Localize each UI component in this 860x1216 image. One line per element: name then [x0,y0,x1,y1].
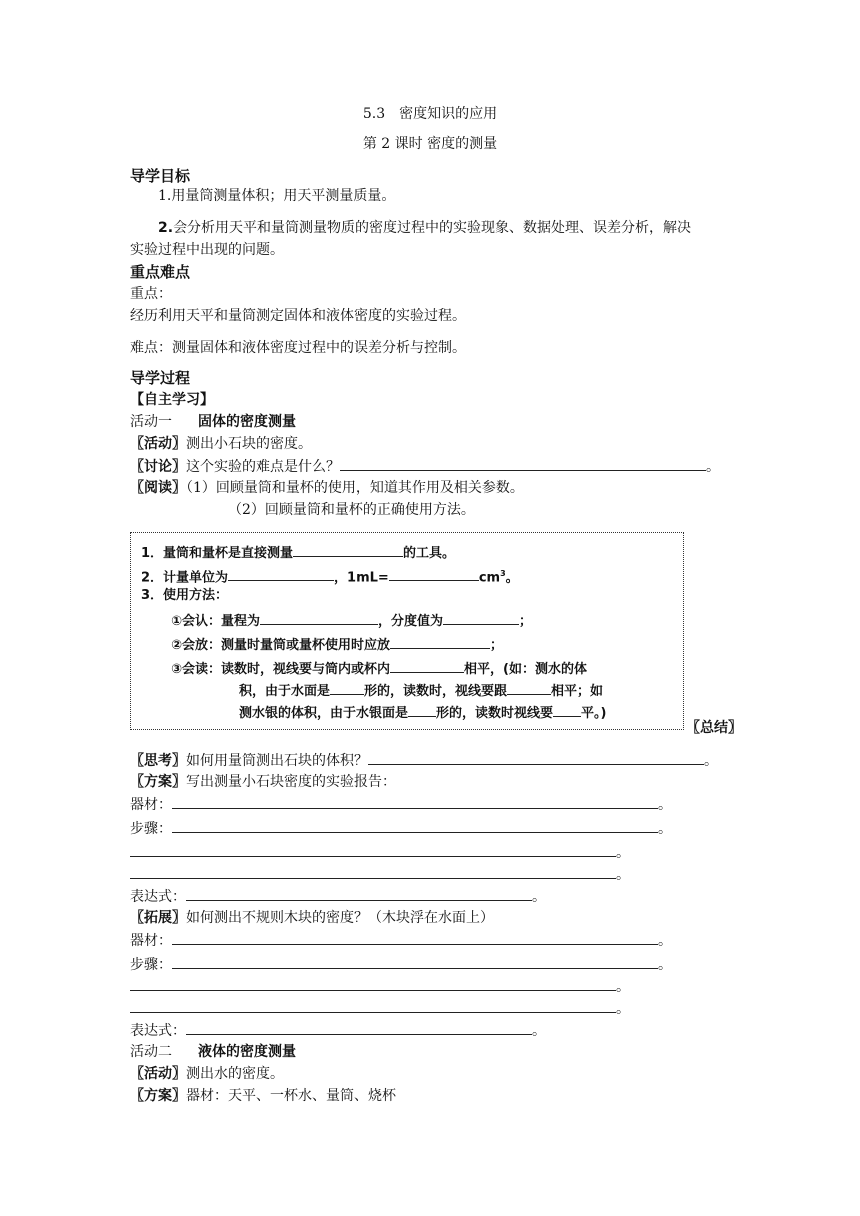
box-blank-7[interactable] [390,659,464,673]
box-line-4-end: ； [519,614,533,629]
materials-period: 。 [658,797,672,813]
activity-2-plan-text: 器材：天平、一杯水、量筒、烧杯 [186,1088,396,1104]
goal-item-2-number: 2. [158,220,174,236]
box-blank-8[interactable] [330,681,364,695]
extension-text: 如何测出不规则木块的密度？（木块浮在水面上） [186,910,494,926]
box-blank-9[interactable] [507,681,551,695]
box-line-8-end: 平。) [581,706,607,721]
box-line-4-text: ①会认：量程为 [171,614,261,629]
box-blank-1[interactable] [293,543,403,557]
ext-expression-blank[interactable] [186,1020,532,1035]
ext-steps-row-3 [130,998,630,1019]
ext-expression-row [130,1020,546,1041]
steps-period: 。 [658,821,672,837]
materials-blank[interactable] [172,794,658,809]
key-label: 重点： [130,286,172,302]
expression-label: 表达式： [130,889,186,905]
goals-heading: 导学目标 [130,167,191,185]
box-line-7-mid: 形的，读数时，视线要跟 [364,684,508,699]
steps-label: 步骤： [130,821,172,837]
box-line-7 [239,681,603,701]
activity-1-task-text: 测出小石块的密度。 [186,436,312,452]
box-line-5 [171,635,503,655]
steps-blank-2[interactable] [130,842,616,857]
box-blank-2[interactable] [228,567,334,581]
process-heading: 导学过程 [130,369,191,387]
steps-row-3 [130,864,630,885]
read-text-1: （1）回顾量筒和量杯的使用，知道其作用及相关参数。 [186,480,524,496]
activity-1-title: 固体的密度测量 [198,414,296,430]
activity-2-tag: 〖活动〗 [130,1066,186,1082]
discuss-blank[interactable] [340,456,706,471]
extension-tag: 〖拓展〗 [130,910,186,926]
goal-item-1: 1.用量筒测量体积；用天平测量质量。 [158,188,396,204]
read-tag: 〖阅读〗 [130,480,186,496]
box-blank-10[interactable] [408,703,436,717]
summary-tag: 〖总结〗 [686,720,742,736]
expression-row [130,886,546,907]
ext-steps-period-3: 。 [616,1001,630,1017]
plan-row [130,772,396,792]
box-line-1-end: 的工具。 [403,546,456,561]
ext-steps-label: 步骤： [130,957,172,973]
box-line-3: 3．使用方法： [141,588,229,603]
ext-materials-label: 器材： [130,933,172,949]
ext-materials-period: 。 [658,933,672,949]
key-heading: 重点难点 [130,263,191,281]
self-study-label: 【自主学习】 [130,392,214,408]
ext-expression-period: 。 [532,1023,546,1039]
ext-steps-blank-2[interactable] [130,976,616,991]
box-line-2-sup: 3 [500,569,506,578]
box-line-8-text: 测水银的体积，由于水银面是 [239,706,409,721]
review-box [130,532,684,730]
steps-period-3: 。 [616,867,630,883]
steps-blank[interactable] [172,818,658,833]
ext-steps-row [130,954,672,975]
think-blank[interactable] [368,750,704,765]
key-text: 经历利用天平和量筒测定固体和液体密度的实验过程。 [130,308,466,324]
think-tag: 〖思考〗 [130,753,186,769]
discuss-period: 。 [706,459,720,475]
discuss-text: 这个实验的难点是什么？ [186,459,340,475]
activity-2-title: 液体的密度测量 [198,1044,296,1060]
plan-tag: 〖方案〗 [130,774,186,790]
document-title: 5.3 密度知识的应用 [362,106,498,122]
box-line-2-unit: cm [478,570,501,586]
plan-text: 写出测量小石块密度的实验报告： [186,774,396,790]
box-line-2 [141,565,519,587]
ext-materials-row [130,930,672,951]
goal-item-2 [158,218,691,238]
ext-steps-period-2: 。 [616,979,630,995]
activity-1-heading [130,412,296,432]
box-line-8 [239,703,606,723]
difficulty-text: 难点：测量固体和液体密度过程中的误差分析与控制。 [130,340,466,356]
activity-2-plan [130,1086,396,1106]
activity-2-plan-tag: 〖方案〗 [130,1088,186,1104]
box-line-1-text: 1．量筒和量杯是直接测量 [141,546,294,561]
read-text-2: （2）回顾量筒和量杯的正确使用方法。 [228,502,475,518]
box-line-6-text: ③会读：读数时，视线要与筒内或杯内 [171,662,391,677]
activity-1-label: 活动一 [130,414,172,430]
box-line-8-mid: 形的，读数时视线要 [436,706,554,721]
box-line-5-text: ②会放：测量时量筒或量杯使用时应放 [171,638,391,653]
steps-blank-3[interactable] [130,864,616,879]
think-row [130,750,718,771]
ext-steps-blank[interactable] [172,954,658,969]
extension-row [130,908,494,928]
materials-label: 器材： [130,797,172,813]
discuss-tag: 〖讨论〗 [130,459,186,475]
think-period: 。 [704,753,718,769]
box-blank-4[interactable] [260,611,378,625]
box-blank-6[interactable] [390,635,490,649]
box-line-2-text: 2．计量单位为 [141,570,229,586]
ext-materials-blank[interactable] [172,930,658,945]
activity-1-discuss [130,456,720,477]
box-line-7-end: 相平；如 [551,684,604,699]
box-line-6 [171,659,587,679]
expression-blank[interactable] [186,886,532,901]
activity-2-task-text: 测出水的密度。 [186,1066,284,1082]
ext-steps-period: 。 [658,957,672,973]
steps-period-2: 。 [616,845,630,861]
document-subtitle: 第 2 课时 密度的测量 [362,136,498,152]
ext-steps-row-2 [130,976,630,997]
steps-row [130,818,672,839]
box-blank-3[interactable] [389,567,479,581]
activity-2-heading [130,1042,296,1062]
box-line-5-end: ； [490,638,504,653]
box-line-7-text: 积，由于水面是 [239,684,331,699]
activity-2-task [130,1064,284,1084]
activity-1-read [130,478,524,498]
activity-2-label: 活动二 [130,1044,172,1060]
box-line-1 [141,543,455,563]
box-line-4 [171,611,532,631]
activity-1-task [130,434,312,454]
goal-item-2-text: 会分析用天平和量筒测量物质的密度过程中的实验现象、数据处理、误差分析，解决 [173,220,692,236]
box-blank-5[interactable] [443,611,519,625]
materials-row [130,794,672,815]
think-text: 如何用量筒测出石块的体积？ [186,753,368,769]
ext-expression-label: 表达式： [130,1023,186,1039]
expression-period: 。 [532,889,546,905]
box-line-6-end: 相平，(如：测水的体 [464,662,587,677]
activity-tag: 〖活动〗 [130,436,186,452]
goal-item-2-cont: 实验过程中出现的问题。 [130,242,284,258]
box-line-2-end: 。 [505,570,519,586]
box-line-2-mid: ，1mL= [334,570,389,586]
steps-row-2 [130,842,630,863]
ext-steps-blank-3[interactable] [130,998,616,1013]
box-blank-11[interactable] [553,703,581,717]
box-line-4-mid: ，分度值为 [378,614,444,629]
